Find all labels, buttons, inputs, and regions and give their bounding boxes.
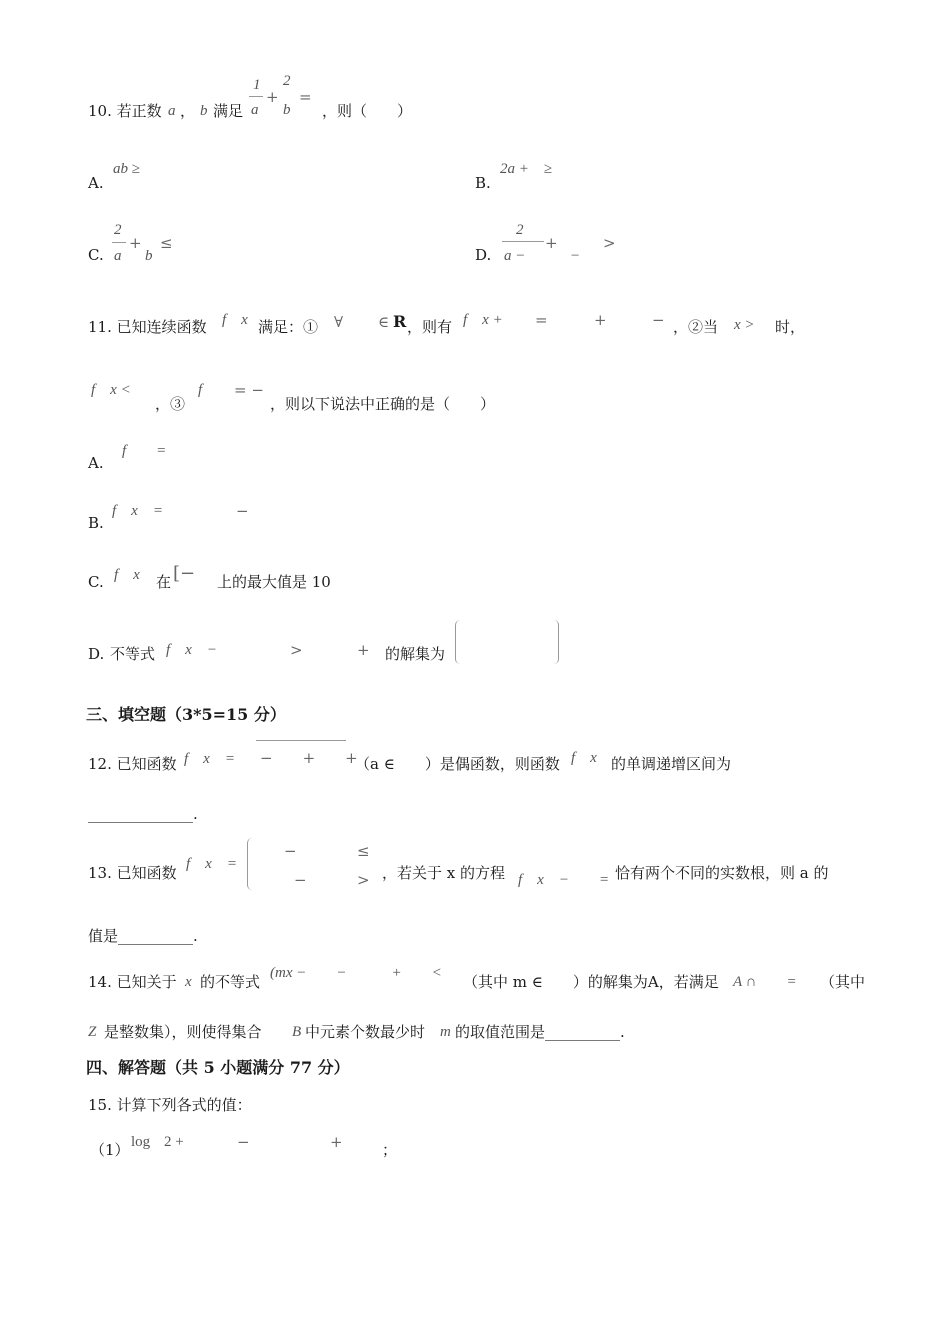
q11-optC-expr: f x [114,567,140,583]
q10-plus: + [266,88,279,106]
q14-cond: （其中 m ∈ ）的解集为A，若满足 [463,973,719,991]
q13-case1: − [284,842,297,860]
q12-cond: （a ∈ ）是偶函数，则函数 [355,755,560,773]
q15-log: log [131,1134,151,1150]
q12-radical-bar [256,740,346,741]
q10-lead: 10. 若正数 [88,102,162,120]
q10-optC-label: C. [88,246,104,264]
q14-line2d: 的取值范围是__________. [455,1023,625,1041]
q11-optD-label: D. [88,645,105,663]
q12-f2: f x [571,750,597,766]
q13-end: 恰有两个不同的实数根，则 a 的 [615,864,829,882]
q10-optC-den2: b [145,248,153,264]
q10-optD-op: + [545,234,558,252]
q10-frac2-num: 2 [283,73,291,89]
q11-when: 时， [775,318,806,336]
q10-cond: 满足 [213,102,244,120]
q10-frac1-num: 1 [253,77,261,93]
q10-optC-le: ≤ [160,234,173,252]
q14-expr: (mx − − + < [270,965,442,981]
q12-f: f x = [184,751,235,767]
q11-optD-sol: 的解集为 [385,645,446,663]
q14-line2c: 中元素个数最少时 [305,1023,426,1041]
q11-x2: x > [734,317,755,333]
q15-minus: − [237,1133,250,1151]
q15-end: ； [382,1141,398,1159]
section-4-title: 四、解答题（共 5 小题满分 77 分） [86,1058,350,1077]
q10-optD-num: 2 [516,222,524,238]
q10-optB-label: B. [475,174,491,192]
q11-p2: + [594,311,607,329]
q10-frac1-den: a [251,102,259,118]
q11-forall: ∀ [334,313,344,331]
q11-cond1: 满足：① [258,318,319,336]
q11-optB-m: − [236,502,249,520]
q14-expr2: A ∩ = [733,974,797,990]
q10-eq: = [299,88,312,106]
q15-lead: 15. 计算下列各式的值： [88,1096,252,1114]
q10-var-a: a [168,103,176,119]
q14-tail: （其中 [820,973,866,991]
q11-optC-interval: [− [173,563,196,584]
q12-end: 的单调递增区间为 [611,755,732,773]
q13-f: f x = [186,856,237,872]
q11-f4: f [198,382,203,398]
q14-x: x [185,974,192,990]
q12-blank: ______________. [88,805,198,823]
q10-optD-label: D. [475,246,492,264]
q10-optA-expr: ab ≥ [113,161,140,177]
q11-lead: 11. 已知连续函数 [88,318,207,336]
q11-cond3: ，③ [155,395,186,413]
q10-optC-op: + [129,234,142,252]
q11-ask: ，则以下说法中正确的是（ ） [270,395,496,413]
q10-optB-expr: 2a + ≥ [500,161,553,177]
q11-optC-on: 在 [156,573,172,591]
q15-expr: 2 + [164,1134,184,1150]
q10-optC-den: a [114,248,122,264]
q10-optA-label: A. [88,174,104,192]
q14-lead: 14. 已知关于 [88,973,177,991]
q10-sep: ， [180,102,196,120]
q12-radicand: − + + [260,749,358,767]
q10-optD-den: a − [504,248,526,264]
q13-case2-gt: > [357,871,370,889]
q11-optD-rbrace [553,620,559,664]
q11-optB-label: B. [88,514,104,532]
q10-end: ，则（ ） [322,102,413,120]
q13-line2: 值是__________. [88,927,198,945]
q11-optC-label: C. [88,573,104,591]
q13-mid: ，若关于 x 的方程 [382,864,505,882]
q13-eqn: f x − = [518,872,610,888]
q10-frac1-bar [249,96,263,97]
q11-optA-label: A. [88,454,104,472]
q10-optD-bar [502,241,544,242]
q11-eq2: = [535,311,548,329]
q11-m2: − [652,311,665,329]
q13-case1-le: ≤ [357,842,370,860]
q15-part1-label: （1） [90,1141,130,1159]
q11-optD-text: 不等式 [110,645,156,663]
q11-optD-f: f x − [166,642,217,658]
q14-Z: Z [88,1024,97,1040]
q11-optD-lbrace [455,620,461,664]
q13-case2: − [294,871,307,889]
q11-optB-expr: f x = [112,503,163,519]
q11-have: ，则有 [407,318,453,336]
q11-R: R [393,312,407,331]
q10-frac2-den: b [283,102,291,118]
q11-optC-rest: 上的最大值是 10 [217,573,331,591]
q14-mid: 的不等式 [200,973,261,991]
q11-optA-expr: f = [122,443,167,459]
q11-cond2: ，②当 [673,318,719,336]
q10-optC-num: 2 [114,222,122,238]
q10-var-b: b [200,103,208,119]
q13-piecewise-brace [247,838,253,890]
q11-f1: f x [222,312,248,328]
q10-optD-den2: − [570,248,581,264]
q10-optC-bar [112,242,126,243]
q14-B: B [292,1024,302,1040]
q14-line2: 是整数集），则使得集合 [104,1023,262,1041]
q11-in: ∈ [378,313,390,331]
q11-optD-p: + [357,641,370,659]
q12-lead: 12. 已知函数 [88,755,177,773]
q13-lead: 13. 已知函数 [88,864,177,882]
q10-optD-gt: > [603,234,616,252]
section-3-title: 三、填空题（3*5=15 分） [86,705,286,724]
q14-m: m [440,1024,451,1040]
q11-eq4: = − [234,381,264,399]
q15-plus: + [330,1133,343,1151]
q11-optD-gt: > [290,641,303,659]
q11-f2: f x + [463,312,503,328]
q11-f3: f x < [91,382,131,398]
